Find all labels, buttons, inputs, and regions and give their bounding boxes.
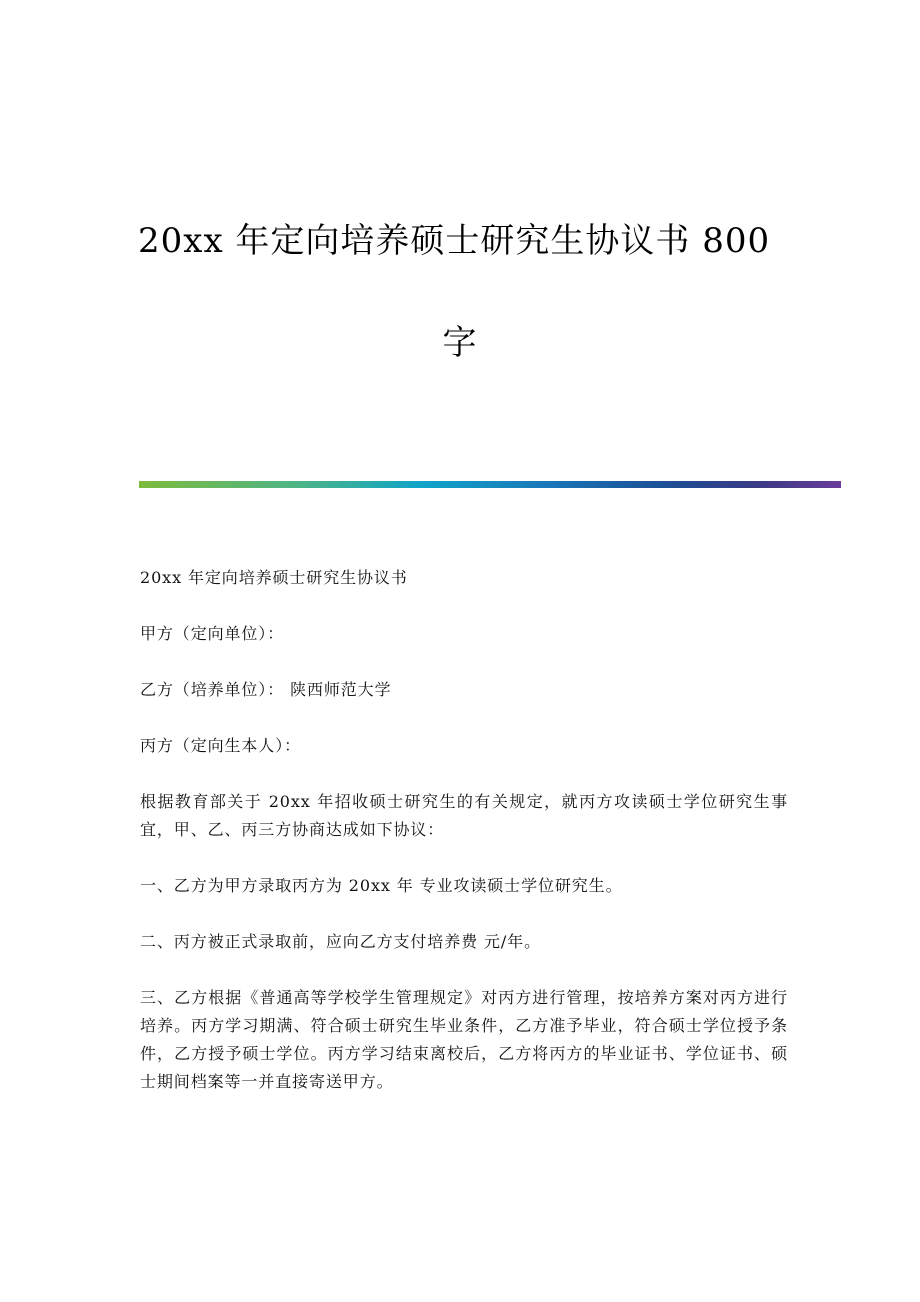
paragraph-clause-2: 二、丙方被正式录取前，应向乙方支付培养费 元/年。 xyxy=(140,932,541,951)
paragraph-clause-3: 三、乙方根据《普通高等学校学生管理规定》对丙方进行管理，按培养方案对丙方进行培养。丙方学习期满、符合硕士研究生毕业条件，乙方准予毕业，符合硕士学位授予条件，乙方授予硕士学位。丙方学习结束离校后，乙方将丙方的毕业证书、学位证书、硕士期间档案等一并直接寄送甲方。 xyxy=(140,988,788,1091)
gradient-divider xyxy=(139,481,841,488)
document-title-line-2: 字 xyxy=(442,323,478,363)
document-title-line-1: 20xx 年定向培养硕士研究生协议书 800 xyxy=(138,221,771,261)
document-title xyxy=(138,190,782,394)
paragraph-preamble: 根据教育部关于 20xx 年招收硕士研究生的有关规定，就丙方攻读硕士学位研究生事宜，甲、乙、丙三方协商达成如下协议： xyxy=(140,792,788,839)
paragraph-clause-1: 一、乙方为甲方录取丙方为 20xx 年 专业攻读硕士学位研究生。 xyxy=(140,876,623,895)
paragraph-party-b: 乙方（培养单位）： 陕西师范大学 xyxy=(140,680,392,699)
paragraph-party-c: 丙方（定向生本人）： xyxy=(140,736,302,755)
paragraph-party-a: 甲方（定向单位）： xyxy=(140,624,285,643)
document-body xyxy=(140,564,788,1124)
paragraph-agreement-heading: 20xx 年定向培养硕士研究生协议书 xyxy=(140,568,408,587)
